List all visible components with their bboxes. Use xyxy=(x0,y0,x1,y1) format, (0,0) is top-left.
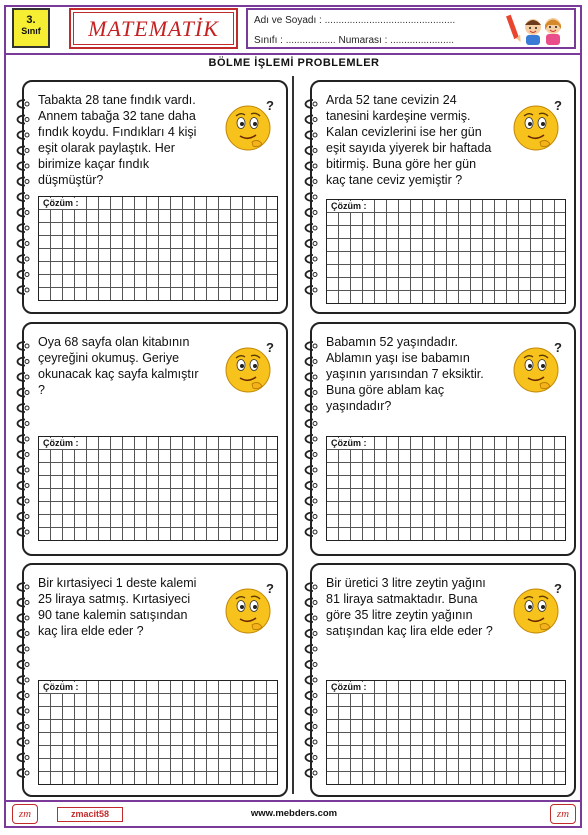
solution-label-4: Çözüm : xyxy=(329,438,371,449)
svg-text:?: ? xyxy=(266,340,274,355)
spiral-binding-icon xyxy=(13,94,35,302)
spiral-binding-icon xyxy=(301,577,323,785)
svg-text:?: ? xyxy=(554,340,562,355)
solution-grid-1[interactable] xyxy=(38,196,278,301)
problem-text-3: Oya 68 sayfa olan kitabının çeyreğini okumuş. Geriye okunacak kaç sayfa kalmıştır ? xyxy=(38,335,199,397)
name-line xyxy=(254,15,455,26)
problem-text-4: Babamın 52 yaşındadır. Ablamın yaşı ise babamın yaşının yarısından 7 eksiktir. Buna göre ablam kaç yaşındadır? xyxy=(326,335,484,413)
solution-grid-4[interactable] xyxy=(326,436,566,541)
thinking-face-icon xyxy=(510,340,566,396)
kids-with-pencil-icon xyxy=(506,13,568,47)
spiral-binding-icon xyxy=(301,336,323,544)
problem-text-1: Tabakta 28 tane fındık vardı. Annem tabağa 32 tane daha fındık koydu. Fındıkları 4 kişi eşit olarak paylaştık. Her birimize kaçar fındık düşmüştür? xyxy=(38,93,197,187)
class-number-line xyxy=(254,35,454,46)
solution-grid-2[interactable] xyxy=(326,199,566,304)
grade-label: Sınıf xyxy=(21,26,41,36)
solution-label-5: Çözüm : xyxy=(41,682,83,693)
thinking-face-icon xyxy=(510,98,566,154)
center-divider xyxy=(292,76,294,794)
page-title: BÖLME İŞLEMİ PROBLEMLER xyxy=(208,57,380,69)
grade-badge xyxy=(12,8,50,48)
spiral-binding-icon xyxy=(13,577,35,785)
solution-label-3: Çözüm : xyxy=(41,438,83,449)
problem-text-2: Arda 52 tane cevizin 24 tanesini kardeşine vermiş. Kalan cevizlerini ise her gün eşit sayıda yiyerek bir haftada bitirmiş. Buna göre her gün kaç tane ceviz yemiştir ? xyxy=(326,93,492,187)
svg-text:?: ? xyxy=(554,581,562,596)
solution-grid-5[interactable] xyxy=(38,680,278,785)
class-label: Sınıfı : xyxy=(254,35,283,46)
class-field[interactable]: .................. xyxy=(285,35,336,46)
problem-text-6: Bir üretici 3 litre zeytin yağını 81 liraya satmaktadır. Buna göre 35 litre zeytin yağının satışından kaç lira elde eder ? xyxy=(326,576,493,638)
problem-card-2 xyxy=(310,80,576,314)
zm-logo-right: zm xyxy=(550,804,576,824)
problem-card-3 xyxy=(22,322,288,556)
number-label: Numarası : xyxy=(338,35,388,46)
solution-grid-3[interactable] xyxy=(38,436,278,541)
spiral-binding-icon xyxy=(301,94,323,302)
thinking-face-icon xyxy=(222,581,278,637)
problem-card-6 xyxy=(310,563,576,797)
problem-text-5: Bir kırtasiyeci 1 deste kalemi 25 liraya satmış. Kırtasiyeci 90 tane kalemin satışından kaç lira elde eder ? xyxy=(38,576,197,638)
zm-logo-left: zm xyxy=(12,804,38,824)
number-field[interactable]: ....................... xyxy=(390,35,455,46)
solution-grid-6[interactable] xyxy=(326,680,566,785)
subject-title-box xyxy=(69,8,238,49)
footer-divider xyxy=(4,800,582,802)
svg-text:?: ? xyxy=(266,98,274,113)
name-field[interactable]: ............................................... xyxy=(324,15,456,26)
grade-number: 3. xyxy=(26,14,36,26)
svg-text:?: ? xyxy=(554,98,562,113)
spiral-binding-icon xyxy=(13,336,35,544)
solution-label-1: Çözüm : xyxy=(41,198,83,209)
author-credit: zmacit58 xyxy=(57,807,123,822)
problem-card-1 xyxy=(22,80,288,314)
student-info-box xyxy=(246,8,576,49)
svg-text:?: ? xyxy=(266,581,274,596)
solution-label-2: Çözüm : xyxy=(329,201,371,212)
thinking-face-icon xyxy=(222,98,278,154)
subject-title: MATEMATİK xyxy=(73,12,234,45)
header-divider xyxy=(4,53,582,55)
problem-card-5 xyxy=(22,563,288,797)
solution-label-6: Çözüm : xyxy=(329,682,371,693)
website-link[interactable]: www.mebders.com xyxy=(250,808,338,819)
problem-card-4 xyxy=(310,322,576,556)
thinking-face-icon xyxy=(510,581,566,637)
name-label: Adı ve Soyadı : xyxy=(254,15,322,26)
thinking-face-icon xyxy=(222,340,278,396)
